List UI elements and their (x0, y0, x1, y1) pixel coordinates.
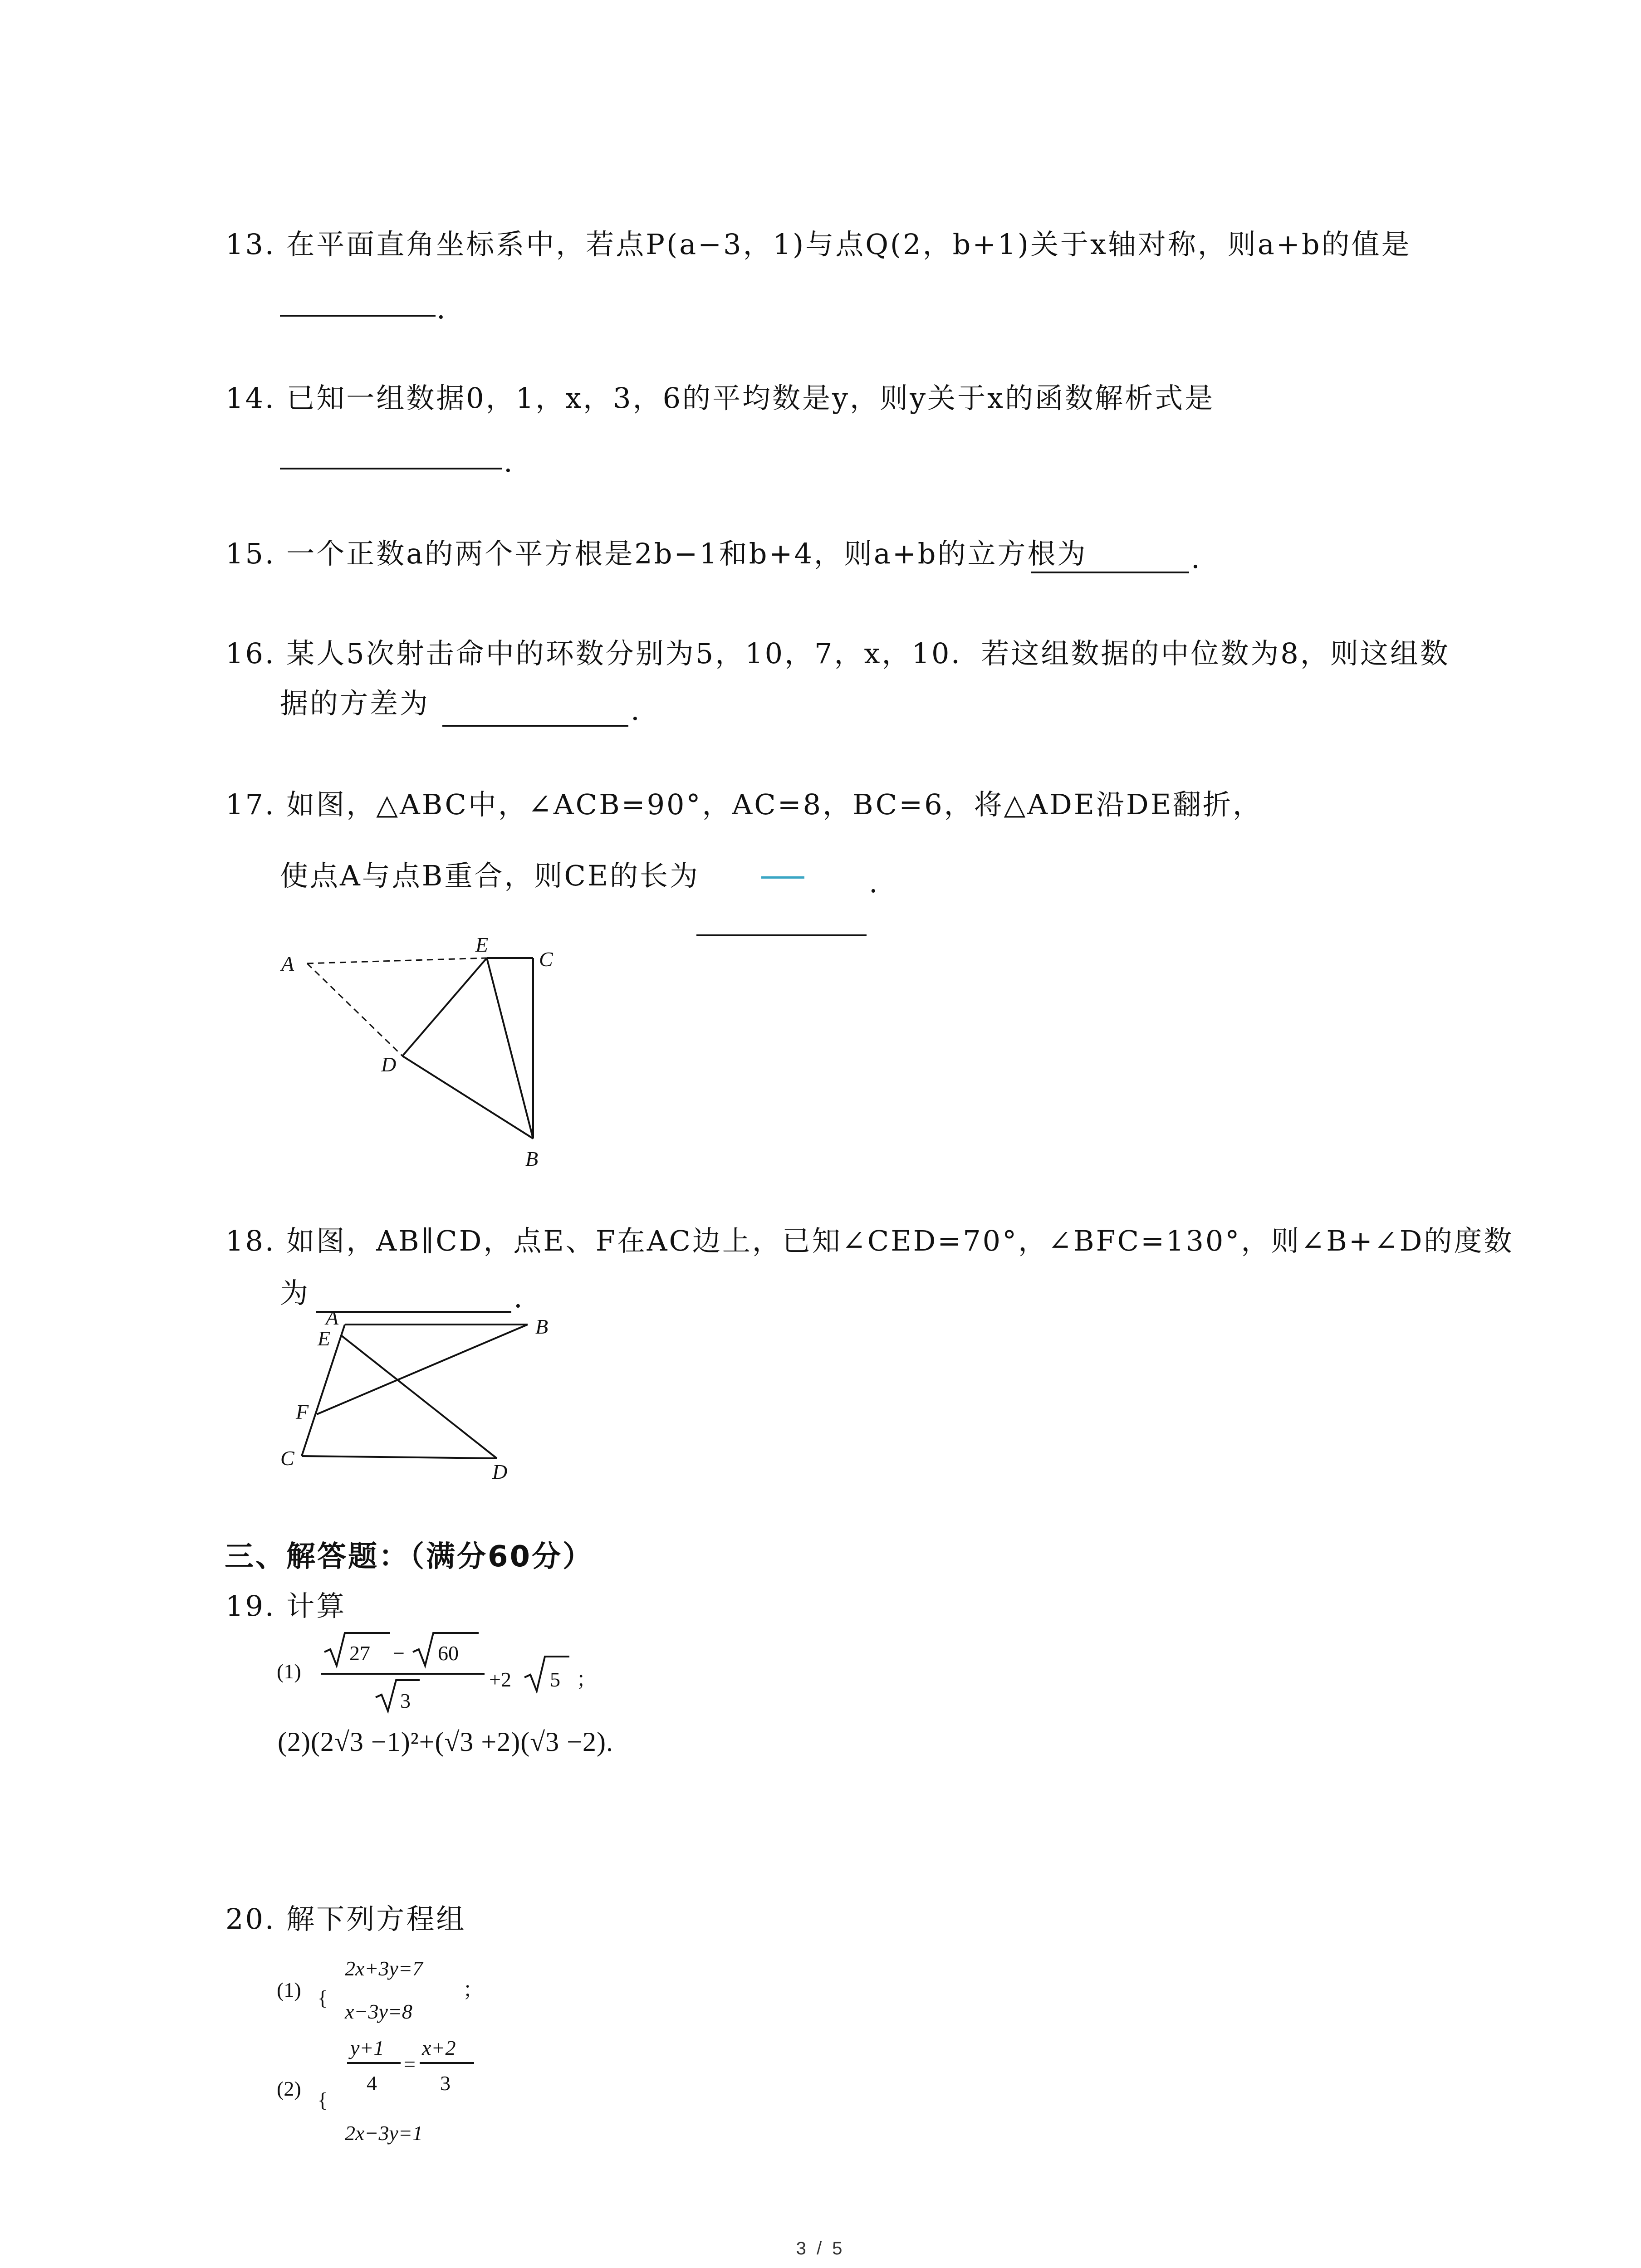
q17-text-line1: 17. 如图，△ABC中，∠ACB=90°，AC=8，BC=6，将△ADE沿DE翻折， (225, 788, 1263, 821)
q14-answer-blank[interactable] (280, 468, 502, 469)
q17-segment-ae-dashed (307, 958, 487, 963)
q17-segment-db (402, 1056, 533, 1139)
q20-part2-system (272, 2028, 590, 2159)
q17-segment-eb (487, 958, 533, 1139)
q19-title: 19. 计算 (225, 1589, 347, 1623)
q20-p2-brace: { (318, 2088, 328, 2112)
page-number: 3 / 5 (796, 2239, 845, 2258)
q19-p1-num-op: − (393, 1642, 405, 1665)
q19-part2-expression: (2)(2√3 −1)²+(√3 +2)(√3 −2). (278, 1727, 613, 1757)
q18-parallel-figure (272, 1306, 599, 1497)
q19-p1-num-a: 27 (349, 1642, 370, 1665)
q18-label-e: E (318, 1327, 331, 1350)
q19-p1-end: ； (576, 1668, 597, 1691)
q18-label-d: D (492, 1460, 508, 1483)
q17-triangle-figure (272, 934, 599, 1179)
q17-label-b: B (525, 1147, 539, 1170)
q19-p1-label: (1) (277, 1660, 301, 1683)
q17-segment-ad-dashed (307, 963, 402, 1056)
q17-label-c: C (539, 948, 553, 971)
q18-text-line1: 18. 如图，AB∥CD，点E、F在AC边上，已知∠CED=70°，∠BFC=130°，则∠B+∠D的度数 (225, 1224, 1514, 1257)
q20-p2-eq1-rnum: x+2 (422, 2036, 456, 2059)
q18-text-line2: 为 (280, 1276, 310, 1310)
q20-p1-eq2: x−3y=8 (345, 2000, 412, 2023)
q18-segment-cd (302, 1456, 497, 1458)
q18-label-a: A (326, 1306, 339, 1329)
q17-text-line2: 使点A与点B重合，则CE的长为 (280, 859, 700, 892)
q14-text: 14. 已知一组数据0，1，x，3，6的平均数是y，则y关于x的函数解析式是 (225, 381, 1215, 415)
q19-p1-num-b: 60 (438, 1642, 459, 1665)
q18-label-c: C (280, 1447, 294, 1470)
q20-p1-brace: { (318, 1986, 328, 2009)
q17-period: . (869, 866, 880, 899)
q19-p1-sqrt-sign-den (376, 1680, 420, 1711)
q17-accent-dash (761, 876, 804, 879)
q20-p2-eq2: 2x−3y=1 (345, 2121, 423, 2145)
q15-text: 15. 一个正数a的两个平方根是2b−1和b+4，则a+b的立方根为 (225, 537, 1087, 570)
q20-p1-end: ； (463, 1978, 484, 2001)
q13-period: . (436, 292, 447, 325)
q13-answer-blank[interactable] (280, 315, 436, 317)
q18-label-b: B (535, 1315, 549, 1338)
q18-period: . (514, 1281, 524, 1314)
q16-answer-blank[interactable] (442, 725, 628, 727)
q20-p2-label: (2) (277, 2077, 301, 2100)
q19-p1-tail-coef: +2 (489, 1668, 511, 1691)
q16-period: . (631, 694, 642, 727)
q20-p1-label: (1) (277, 1978, 301, 2001)
q13-text: 13. 在平面直角坐标系中，若点P(a−3，1)与点Q(2，b+1)关于x轴对称，则a+b的值是 (225, 228, 1411, 261)
q20-p2-eq1-lnum: y+1 (350, 2036, 384, 2059)
q18-segment-fb (317, 1325, 528, 1414)
q19-p1-sqrt-sign-tail (524, 1657, 569, 1691)
q18-segment-ed (341, 1335, 497, 1458)
q19-part1-expression (272, 1628, 681, 1724)
q18-label-f: F (296, 1400, 309, 1423)
q17-label-e: E (475, 933, 489, 956)
q17-label-a: A (281, 952, 294, 975)
q15-answer-blank[interactable] (1031, 572, 1189, 573)
q19-p1-den: 3 (400, 1689, 411, 1712)
q20-p2-eq1-eq: = (404, 2053, 416, 2076)
q20-p2-eq1-rden: 3 (440, 2072, 451, 2095)
q20-p2-eq1-lden: 4 (367, 2072, 377, 2095)
q16-text-line1: 16. 某人5次射击命中的环数分别为5，10，7，x，10．若这组数据的中位数为8，则这组数 (225, 637, 1450, 670)
q19-p1-tail-rad: 5 (550, 1668, 560, 1691)
q14-period: . (504, 445, 514, 479)
section-3-heading: 三、解答题：（满分60分） (225, 1540, 594, 1574)
q20-p1-eq1: 2x+3y=7 (345, 1957, 423, 1980)
q20-title: 20. 解下列方程组 (225, 1902, 466, 1936)
q15-period: . (1191, 542, 1202, 575)
q20-part1-system (272, 1946, 590, 2032)
q16-text-line2: 据的方差为 (280, 687, 430, 720)
q17-answer-blank[interactable] (696, 934, 867, 936)
q17-label-d: D (381, 1053, 397, 1076)
q17-segment-ed (402, 958, 487, 1056)
